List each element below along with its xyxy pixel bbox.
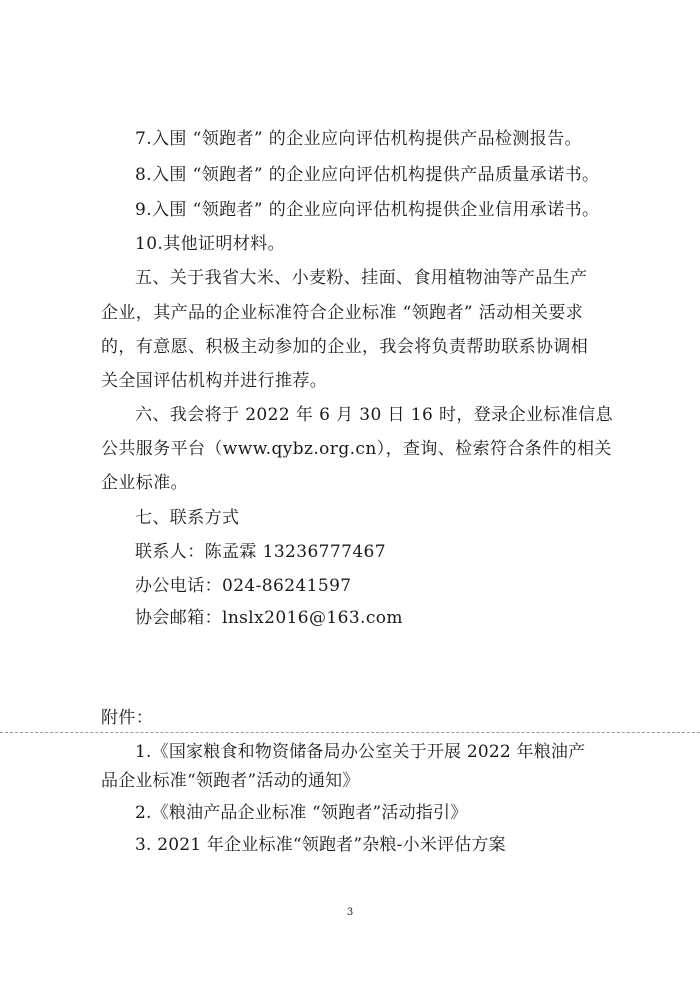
attachment-3: 3. 2021 年企业标准“领跑者”杂粮-小米评估方案	[135, 835, 506, 855]
item-8-quality-pledge: 8.入围 “领跑者” 的企业应向评估机构提供产品质量承诺书。	[135, 165, 600, 185]
office-phone: 办公电话：024-86241597	[135, 576, 352, 596]
section-5-line-2: 企业，其产品的企业标准符合企业标准 “领跑者” 活动相关要求	[101, 303, 584, 323]
section-5-line-1: 五、关于我省大米、小麦粉、挂面、食用植物油等产品生产	[135, 268, 588, 288]
attachments-heading: 附件：	[101, 708, 154, 728]
item-9-credit-pledge: 9.入围 “领跑者” 的企业应向评估机构提供企业信用承诺书。	[135, 200, 600, 220]
section-6-line-2: 公共服务平台（www.qybz.org.cn），查询、检索符合条件的相关	[101, 439, 612, 459]
page-number: 3	[346, 907, 354, 918]
attachment-1-line-2: 品企业标准“领跑者”活动的通知》	[101, 771, 360, 791]
section-5-line-3: 的，有意愿、积极主动参加的企业，我会将负责帮助联系协调相	[101, 337, 589, 357]
scan-separator-line	[0, 732, 700, 733]
section-7-heading: 七、联系方式	[135, 508, 240, 528]
contact-person: 联系人：陈孟霖 13236777467	[135, 542, 386, 562]
attachment-1-line-1: 1.《国家粮食和物资储备局办公室关于开展 2022 年粮油产	[135, 742, 586, 762]
section-5-line-4: 关全国评估机构并进行推荐。	[101, 371, 328, 391]
section-6-line-1: 六、我会将于 2022 年 6 月 30 日 16 时，登录企业标准信息	[135, 405, 613, 425]
association-email: 协会邮箱：lnslx2016@163.com	[135, 608, 403, 628]
section-6-line-3: 企业标准。	[101, 473, 188, 493]
item-10-other-materials: 10.其他证明材料。	[135, 234, 286, 254]
attachment-2: 2.《粮油产品企业标准 “领跑者”活动指引》	[135, 803, 468, 823]
item-7-test-report: 7.入围 “领跑者” 的企业应向评估机构提供产品检测报告。	[135, 129, 583, 149]
